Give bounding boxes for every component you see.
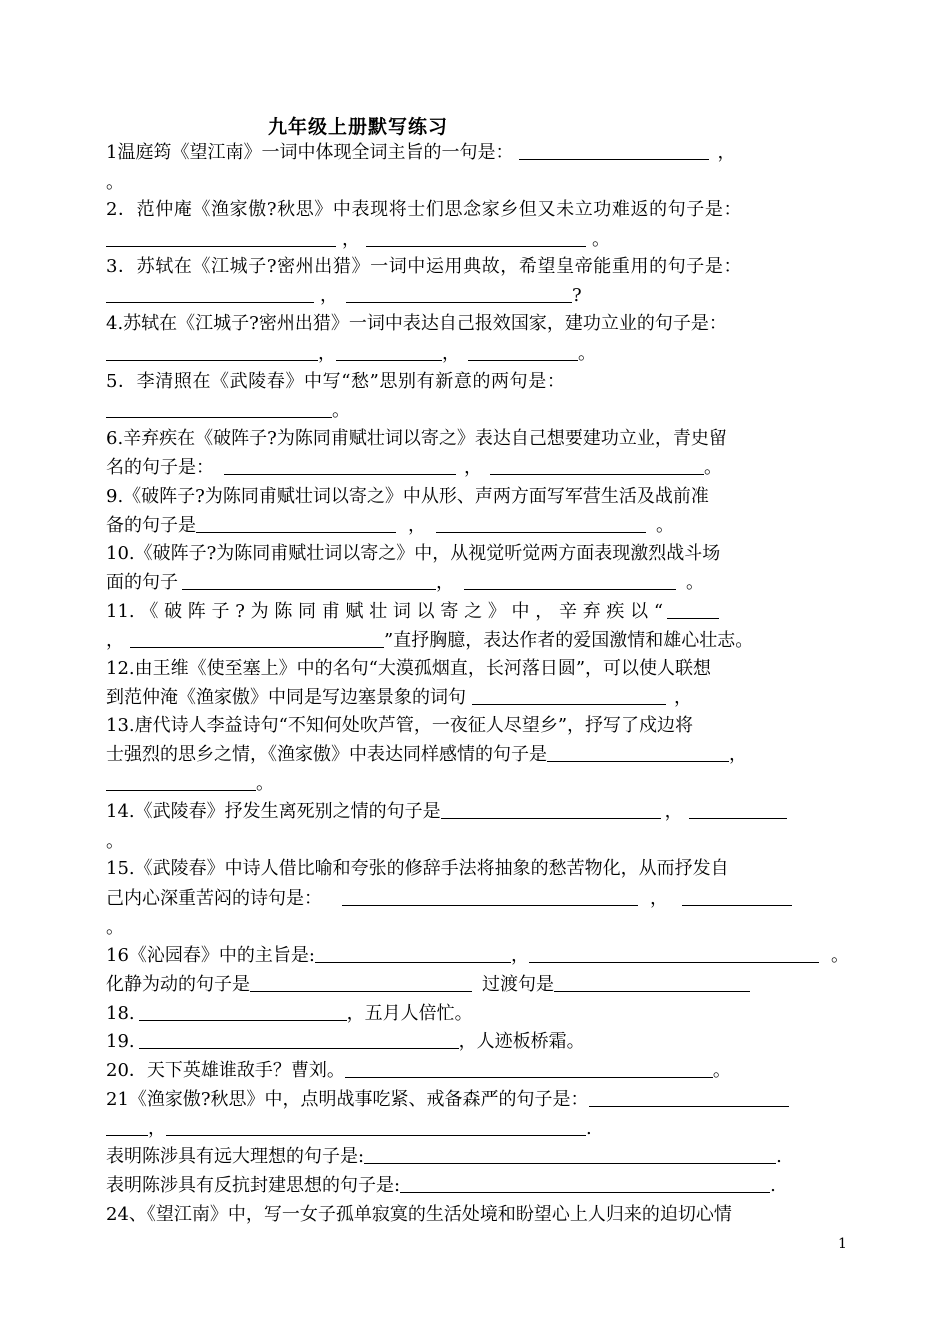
answer-blank[interactable] xyxy=(336,343,442,361)
question-19 xyxy=(106,1031,585,1053)
question-text: 15.《武陵春》中诗人借比喻和夸张的修辞手法将抽象的愁苦物化，从而抒发自 xyxy=(106,858,729,879)
question-2-cont xyxy=(106,229,610,251)
answer-blank[interactable] xyxy=(250,974,472,992)
punct: 。 xyxy=(106,917,124,938)
question-1 xyxy=(106,142,735,164)
question-text: 表明陈涉具有反抗封建思想的句子是: xyxy=(106,1175,401,1196)
punct: 。 xyxy=(332,400,350,421)
punct: ， xyxy=(464,457,482,478)
question-17 xyxy=(106,974,750,996)
answer-blank[interactable] xyxy=(547,744,729,762)
answer-blank[interactable] xyxy=(346,285,572,303)
punct: 。 xyxy=(686,572,704,593)
question-14-cont xyxy=(106,831,124,853)
question-text: 1温庭筠《望江南》一词中体现全词主旨的一句是： xyxy=(106,142,514,163)
question-5 xyxy=(106,371,565,393)
punct: ? xyxy=(572,285,582,306)
punct: ， xyxy=(436,572,454,593)
answer-blank[interactable] xyxy=(366,229,586,247)
punct: ， xyxy=(510,945,529,966)
question-15 xyxy=(106,858,729,880)
question-text: 己内心深重苦闷的诗句是： xyxy=(106,888,322,909)
question-21 xyxy=(106,1089,789,1111)
answer-blank[interactable] xyxy=(436,515,646,533)
question-11-cont xyxy=(106,630,753,652)
answer-blank[interactable] xyxy=(364,1146,776,1164)
question-text: ，人迹板桥霜。 xyxy=(458,1031,585,1052)
punct: . xyxy=(586,1118,592,1139)
answer-blank[interactable] xyxy=(468,343,578,361)
question-13 xyxy=(106,715,693,737)
answer-blank[interactable] xyxy=(182,572,436,590)
answer-blank[interactable] xyxy=(529,945,819,963)
punct: ， xyxy=(318,343,336,364)
question-9-cont xyxy=(106,515,674,537)
question-6-cont xyxy=(106,457,722,479)
answer-blank[interactable] xyxy=(139,1031,459,1049)
page-number: 1 xyxy=(838,1236,847,1252)
punct: 。 xyxy=(656,515,674,536)
question-2 xyxy=(106,199,742,221)
answer-blank[interactable] xyxy=(345,1060,713,1078)
punct: 。 xyxy=(704,457,722,478)
punct: 。 xyxy=(256,773,274,794)
punct: . xyxy=(770,1175,776,1196)
question-text: ”直抒胸臆，表达作者的爱国激情和雄心壮志。 xyxy=(384,630,754,651)
question-text: 到范仲淹《渔家傲》中同是写边塞景象的词句 xyxy=(106,687,466,708)
punct: ， xyxy=(442,343,460,364)
punct: ， xyxy=(717,142,736,163)
answer-blank[interactable] xyxy=(682,888,792,906)
question-12-cont xyxy=(106,687,692,709)
question-23 xyxy=(106,1175,776,1197)
question-text: 14.《武陵春》抒发生离死别之情的句子是 xyxy=(106,801,441,822)
answer-blank[interactable] xyxy=(106,400,332,418)
question-text: 20．天下英雄谁敌手？曹刘。 xyxy=(106,1060,345,1081)
question-text: ，五月人倍忙。 xyxy=(346,1003,473,1024)
answer-blank[interactable] xyxy=(472,687,666,705)
question-24 xyxy=(106,1204,732,1226)
punct: 。 xyxy=(712,1060,731,1081)
question-text: 6.辛弃疾在《破阵子?为陈同甫赋壮词以寄之》表达自己想要建功立业，青史留 xyxy=(106,428,727,449)
punct: ， xyxy=(674,687,692,708)
answer-blank[interactable] xyxy=(166,1118,586,1136)
question-12 xyxy=(106,658,711,680)
punct: ， xyxy=(650,888,668,909)
question-text: 21《渔家傲?秋思》中，点明战事吃紧、戒备森严的句子是： xyxy=(106,1089,589,1110)
answer-blank[interactable] xyxy=(554,974,750,992)
answer-blank[interactable] xyxy=(106,285,314,303)
punct: ， xyxy=(106,630,124,651)
question-text: 备的句子是 xyxy=(106,515,196,536)
question-text: 士强烈的思乡之情，《渔家傲》中表达同样感情的句子是 xyxy=(106,744,547,765)
answer-blank[interactable] xyxy=(224,457,456,475)
punct: ， xyxy=(148,1118,166,1139)
question-16 xyxy=(106,945,849,967)
punct: ， xyxy=(342,229,360,250)
answer-blank[interactable] xyxy=(139,1003,347,1021)
question-number: 18. xyxy=(106,1003,135,1024)
punct: 。 xyxy=(106,831,124,852)
question-18 xyxy=(106,1003,473,1025)
punct: ， xyxy=(320,285,338,306)
question-22 xyxy=(106,1146,782,1168)
question-4 xyxy=(106,313,727,335)
question-text: 3．苏轼在《江城子?密州出猎》一词中运用典故，希望皇帝能重用的句子是： xyxy=(106,256,743,277)
question-text: 化静为动的句子是 xyxy=(106,974,250,995)
punct: . xyxy=(776,1146,782,1167)
question-14 xyxy=(106,801,787,823)
answer-blank[interactable] xyxy=(106,1118,148,1136)
question-text: 表明陈涉具有远大理想的句子是: xyxy=(106,1146,365,1167)
question-text: 面的句子 xyxy=(106,572,178,593)
question-text: 16《沁园春》中的主旨是: xyxy=(106,945,315,966)
question-text: 4.苏轼在《江城子?密州出猎》一词中表达自己报效国家，建功立业的句子是： xyxy=(106,313,727,334)
punct: 。 xyxy=(106,172,124,193)
question-15-cont2 xyxy=(106,917,124,939)
page-title: 九年级上册默写练习 xyxy=(268,116,449,138)
question-text: 5．李清照在《武陵春》中写“愁”思别有新意的两句是： xyxy=(106,371,566,392)
question-text: 10.《破阵子?为陈同甫赋壮词以寄之》中，从视觉听觉两方面表现激烈战斗场 xyxy=(106,543,721,564)
punct: ， xyxy=(408,515,426,536)
answer-blank[interactable] xyxy=(667,601,719,619)
answer-blank[interactable] xyxy=(106,773,256,791)
answer-blank[interactable] xyxy=(106,229,336,247)
answer-blank[interactable] xyxy=(130,630,384,648)
punct: ， xyxy=(664,801,683,822)
question-13-cont2 xyxy=(106,773,274,795)
question-3 xyxy=(106,256,742,278)
question-6 xyxy=(106,428,727,450)
question-text: 11. 《 破 阵 子 ? 为 陈 同 甫 赋 壮 词 以 寄 之 》 中 ， 辛 弃 疾 以 “ xyxy=(106,601,664,622)
question-15-cont xyxy=(106,888,792,910)
question-21-cont xyxy=(106,1118,592,1140)
question-11 xyxy=(106,601,719,623)
punct: ， xyxy=(729,744,747,765)
answer-blank[interactable] xyxy=(464,572,676,590)
question-10-cont xyxy=(106,572,704,594)
answer-blank[interactable] xyxy=(441,801,661,819)
answer-blank[interactable] xyxy=(589,1089,789,1107)
question-1-cont xyxy=(106,172,124,194)
answer-blank[interactable] xyxy=(315,945,511,963)
question-20 xyxy=(106,1060,731,1082)
question-text: 12.由王维《使至塞上》中的名句“大漠孤烟直，长河落日圆”，可以使人联想 xyxy=(106,658,712,679)
question-text: 过渡句是 xyxy=(482,974,554,995)
punct: 。 xyxy=(578,343,596,364)
question-text: 名的句子是： xyxy=(106,457,214,478)
answer-blank[interactable] xyxy=(106,343,318,361)
answer-blank[interactable] xyxy=(490,457,704,475)
question-3-cont xyxy=(106,285,582,307)
question-number: 19. xyxy=(106,1031,135,1052)
answer-blank[interactable] xyxy=(342,888,638,906)
question-10 xyxy=(106,543,720,565)
answer-blank[interactable] xyxy=(689,801,787,819)
punct: 。 xyxy=(830,945,849,966)
answer-blank[interactable] xyxy=(519,142,709,160)
punct: 。 xyxy=(592,229,610,250)
question-4-cont xyxy=(106,343,596,365)
question-9 xyxy=(106,486,709,508)
answer-blank[interactable] xyxy=(196,515,396,533)
question-13-cont xyxy=(106,744,747,766)
question-text: 24、《望江南》中，写一女子孤单寂寞的生活处境和盼望心上人归来的迫切心情 xyxy=(106,1204,732,1225)
question-text: 13.唐代诗人李益诗句“不知何处吹芦管，一夜征人尽望乡”，抒写了戍边将 xyxy=(106,715,694,736)
question-5-cont xyxy=(106,400,350,422)
question-text: 9.《破阵子?为陈同甫赋壮词以寄之》中从形、声两方面写军营生活及战前准 xyxy=(106,486,709,507)
question-text: 2．范仲庵《渔家傲?秋思》中表现将士们思念家乡但又未立功难返的句子是： xyxy=(106,199,743,220)
answer-blank[interactable] xyxy=(400,1175,770,1193)
